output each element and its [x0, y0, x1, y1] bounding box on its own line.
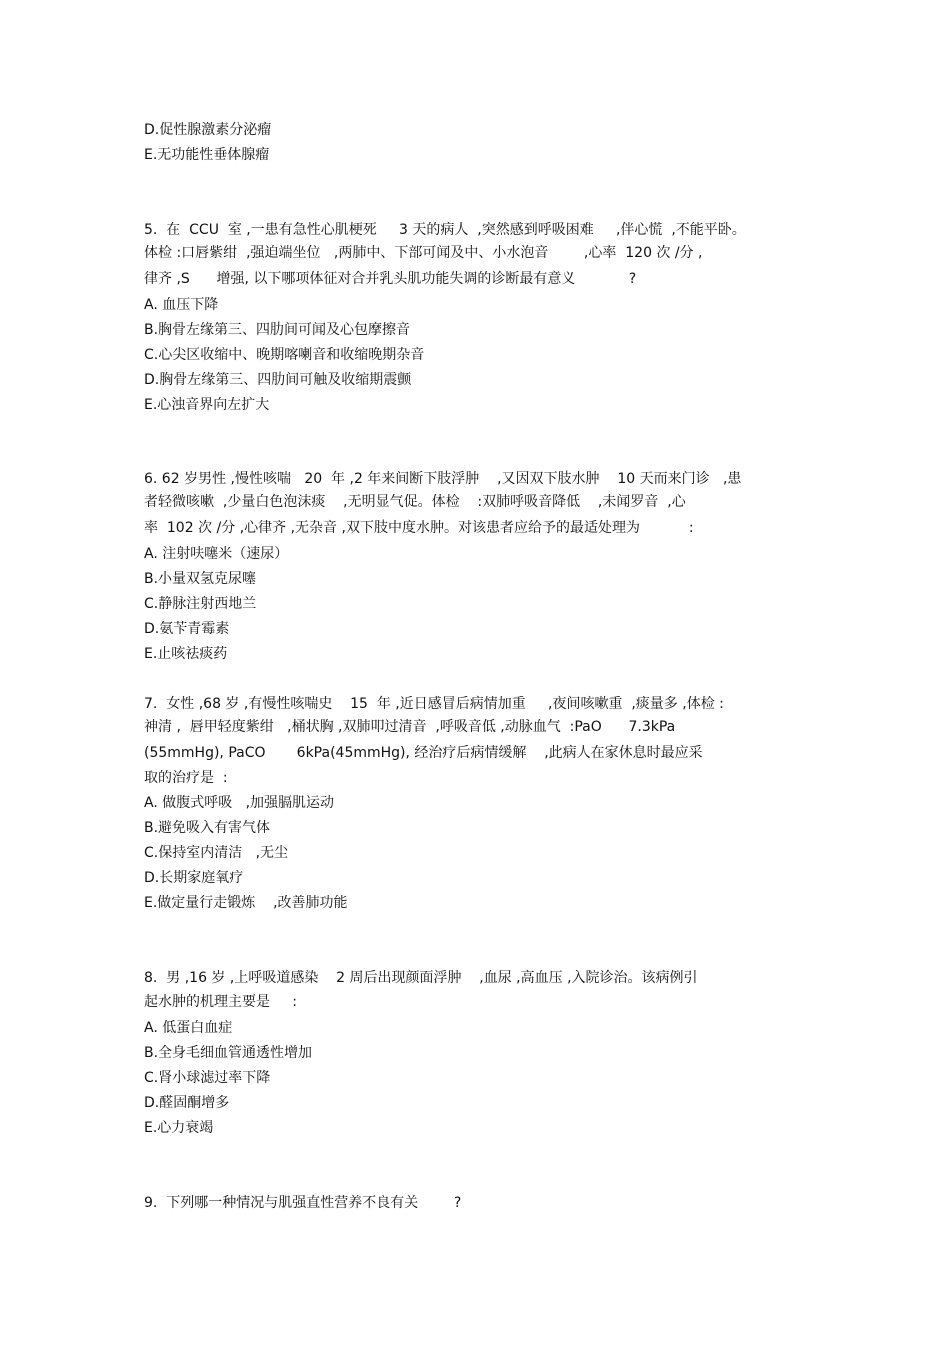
- question-6-text: 率 102 次 /分 ,心律齐 ,无杂音 ,双下肢中度水肿。对该患者应给予的最适处理为 :: [144, 520, 694, 536]
- option-line: D.氨苄青霉素: [144, 621, 230, 637]
- option-line: B.小量双氢克尿噻: [144, 571, 257, 587]
- option-line: C.静脉注射西地兰: [144, 596, 257, 612]
- option-line: A. 做腹式呼吸 ,加强膈肌运动: [144, 795, 335, 811]
- option-line: C.肾小球滤过率下降: [144, 1070, 271, 1086]
- question-7-text: 神清 , 唇甲轻度紫绀 ,桶状胸 ,双肺叩过清音 ,呼吸音低 ,动脉血气 :PaO 7.3kPa: [144, 719, 676, 735]
- question-9-text: 9. 下列哪一种情况与肌强直性营养不良有关 ?: [144, 1195, 462, 1211]
- option-line: B.胸骨左缘第三、四肋间可闻及心包摩擦音: [144, 322, 411, 338]
- question-7-text: (55mmHg), PaCO 6kPa(45mmHg), 经治疗后病情缓解 ,此病人在家休息时最应采: [144, 745, 703, 761]
- question-7-text: 取的治疗是 :: [144, 770, 228, 786]
- option-line: A. 低蛋白血症: [144, 1020, 233, 1036]
- option-line: E.无功能性垂体腺瘤: [144, 147, 270, 163]
- option-line: B.全身毛细血管通透性增加: [144, 1045, 313, 1061]
- question-8-text: 起水肿的机理主要是 :: [144, 994, 297, 1010]
- option-line: D.长期家庭氧疗: [144, 870, 244, 886]
- question-6-text: 6. 62 岁男性 ,慢性咳喘 20 年 ,2 年来间断下肢浮肿 ,又因双下肢水肿 10 天而来门诊 ,患: [144, 471, 742, 487]
- option-line: A. 注射呋噻米（速尿）: [144, 546, 289, 562]
- question-6-text: 者轻微咳嗽 ,少量白色泡沫痰 ,无明显气促。体检 :双肺呼吸音降低 ,未闻罗音 ,心: [144, 494, 686, 510]
- option-line: C.心尖区收缩中、晚期喀喇音和收缩晚期杂音: [144, 347, 425, 363]
- question-5-text: 体检 :口唇紫绀 ,强迫端坐位 ,两肺中、下部可闻及中、小水泡音 ,心率 120 次 /分 ,: [144, 245, 703, 261]
- question-5-text: 5. 在 CCU 室 ,一患有急性心肌梗死 3 天的病人 ,突然感到呼吸困难 ,伴心慌 ,不能平卧。: [144, 222, 746, 238]
- option-line: E.心浊音界向左扩大: [144, 397, 270, 413]
- question-8-text: 8. 男 ,16 岁 ,上呼吸道感染 2 周后出现颜面浮肿 ,血尿 ,高血压 ,入院诊治。该病例引: [144, 970, 698, 986]
- option-line: B.避免吸入有害气体: [144, 820, 271, 836]
- question-5-text: 律齐 ,S 增强, 以下哪项体征对合并乳头肌功能失调的诊断最有意义 ?: [144, 271, 637, 287]
- option-line: D.胸骨左缘第三、四肋间可触及收缩期震颤: [144, 372, 412, 388]
- option-line: C.保持室内清洁 ,无尘: [144, 845, 289, 861]
- option-line: D.醛固酮增多: [144, 1095, 230, 1111]
- option-line: E.做定量行走锻炼 ,改善肺功能: [144, 895, 348, 911]
- option-line: E.止咳祛痰药: [144, 646, 228, 662]
- option-line: D.促性腺激素分泌瘤: [144, 122, 272, 138]
- question-7-text: 7. 女性 ,68 岁 ,有慢性咳喘史 15 年 ,近日感冒后病情加重 ,夜间咳嗽重 ,痰量多 ,体检 :: [144, 696, 724, 712]
- option-line: E.心力衰竭: [144, 1120, 214, 1136]
- option-line: A. 血压下降: [144, 297, 219, 313]
